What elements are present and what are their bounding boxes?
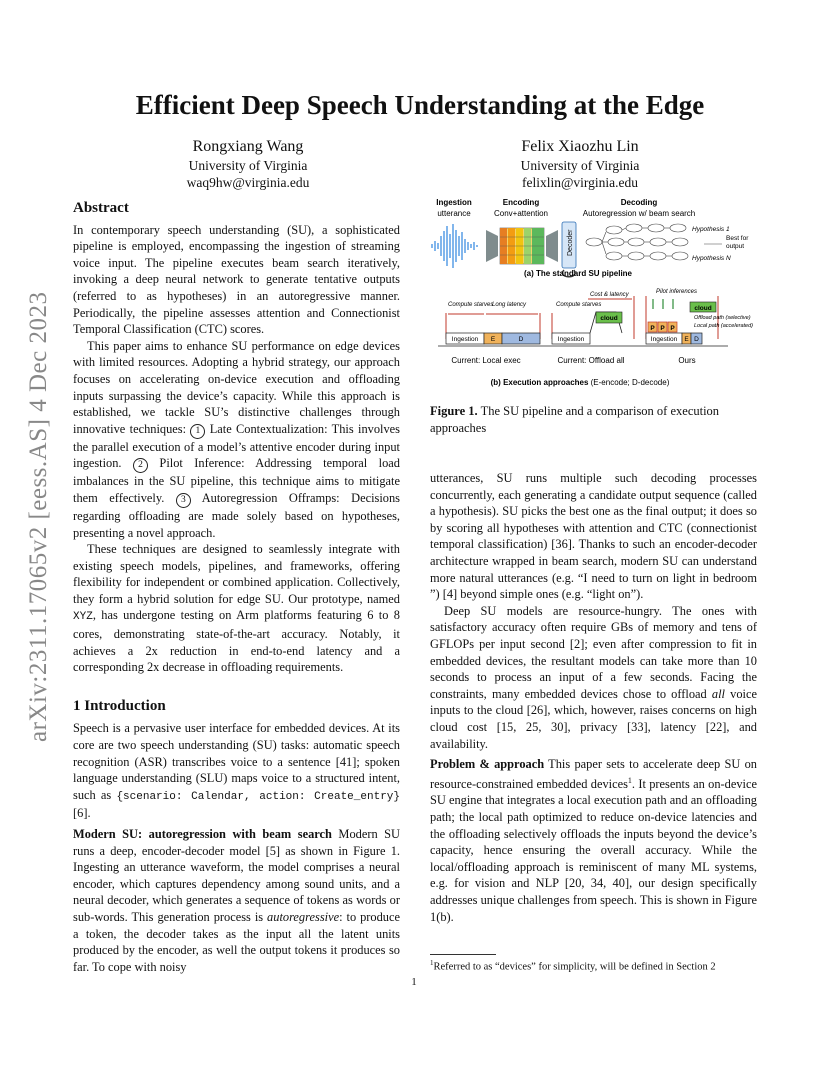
svg-text:Ingestion: Ingestion — [451, 336, 479, 343]
left-column — [73, 200, 400, 975]
circled-number-1: 1 — [190, 424, 205, 439]
author-name: Rongxiang Wang — [192, 138, 304, 155]
waveform-icon — [432, 224, 477, 268]
paper-title: Efficient Deep Speech Understanding at the Edge — [135, 90, 705, 120]
svg-text:Ingestion: Ingestion — [557, 336, 585, 343]
svg-text:P: P — [670, 325, 675, 332]
system-name-code: XYZ — [73, 611, 93, 624]
label-compute-starves-1: Compute starves — [448, 302, 494, 308]
author-block-1 — [118, 137, 378, 191]
abstract-heading: Abstract — [73, 200, 129, 216]
author-email: felixlin@virginia.edu — [521, 175, 639, 190]
paragraph-run-in-heading: Problem & approach — [430, 757, 545, 772]
abstract-paragraph-1: In contemporary speech understanding (SU), a sophisticated pipeline is employed, encompassing the ingestion of streaming voice input. The pipeline executes beam search iteratively, invoking a deep neural network to generate tentative outputs (referred to as hypotheses) in an autoregressive manner. Periodically, the pipeline assesses attention and Connectionist Temporal Classification (CTC) scores. — [73, 222, 400, 337]
label-cost-latency: Cost & latency — [590, 292, 629, 298]
label-encoding: Encoding — [502, 198, 540, 207]
label-decoder: Decoder — [567, 229, 574, 256]
label-hypothesis-n: Hypothesis N — [692, 255, 731, 262]
right-paragraph-1: utterances, SU runs multiple such decoding processes concurrently, each generating a candidate output sequence (called a hypothesis). SU picks the best one as the final output; it does so by scoring all hypotheses with attention and CTC (connectionist temporal classification) [36]. Thanks to such an encoder-decoder architecture wrapped in beam search, modern SU can understand more natural utterances (e.g. “I need to turn on light in bedroom ”) [4] beyond simple ones (e.g. “light on”). — [430, 471, 757, 602]
intro-paragraph-2: Modern SU: autoregression with beam search Modern SU runs a deep, encoder-decoder model [5] as shown in Figure 1. Ingesting an utterance waveform, the model comprises a neural encoder, which captures dependency among sound units, and a neural decoder, which generates a sequence of tokens as words or sub-words. This generation process is autoregressive: to produce a token, the decoder takes as the input all the latent units produced by the encoder, as well the output tokens it produces so far. To cope with noisy — [73, 827, 400, 974]
author-email: waq9hw@virginia.edu — [186, 175, 310, 190]
label-decoding: Decoding — [620, 198, 658, 207]
author-name: Felix Xiaozhu Lin — [521, 138, 639, 155]
encoder-block-icon — [500, 228, 544, 264]
footnote-rule — [430, 954, 496, 955]
svg-text:E: E — [684, 336, 689, 343]
label-output: output — [726, 243, 745, 250]
label-local-exec: Current: Local exec — [451, 356, 521, 365]
label-best-for: Best for — [726, 235, 749, 242]
beam-search-graph — [586, 224, 688, 260]
author-affiliation: University of Virginia — [520, 158, 640, 173]
svg-text:P: P — [650, 325, 655, 332]
label-pilot-inferences: Pilot inferences — [656, 289, 698, 295]
page-number: 1 — [411, 976, 417, 988]
right-column — [430, 470, 757, 925]
svg-text:Ingestion: Ingestion — [650, 336, 678, 343]
label-offload-all: Current: Offload all — [557, 356, 625, 365]
intent-code: {scenario: Calendar, action: Create_entry} — [116, 790, 400, 803]
svg-text:D: D — [518, 336, 524, 343]
subfigure-b-caption: (b) Execution approaches (E-encode; D-decode) — [490, 378, 670, 387]
abstract-paragraph-3: These techniques are designed to seamlessly integrate with existing speech models, pipelines, and frameworks, offering flexibility for independent or combined application. Collectively, they form a hybrid solution for edge SU. Our prototype, named XYZ, has undergone testing on Arm platforms featuring 6 to 8 cores, demonstrating state-of-the-art accuracy. Notably, it achieves a 2x reduction in end-to-end latency and a corresponding 2x decrease in offloading requirements. — [73, 542, 400, 675]
encoder-output-funnel — [546, 230, 558, 262]
label-compute-starves-2: Compute starves — [556, 302, 602, 308]
svg-text:P: P — [660, 325, 665, 332]
footnote: $^1$Referred to as “devices” for simplicity, will be defined in Section 2 — [430, 959, 716, 973]
svg-text:cloud: cloud — [600, 315, 618, 322]
abstract-paragraph-2: This paper aims to enhance SU performance on edge devices with limited resources. Adopting a hybrid strategy, our approach focuses on accelerating on-device execution and offloading inputs surpassing the device’s capacity. While this approach is established, we tackle SU’s distinctive challenges through innovative techniques: 1 Late Contextualization: This involves the parallel execution of a model’s attentive encoder during input ingestion. 2 Pilot Inference: Addressing temporal load imbalances in the SU pipeline, this technique aims to mitigate them effectively. 3 Autoregression Offramps: Decisions regarding offloading are made solely based on hypotheses, presenting a novel approach. — [73, 338, 400, 540]
section-heading-introduction: 1 Introduction — [73, 697, 166, 714]
figure-1-diagram — [428, 196, 758, 392]
author-affiliation: University of Virginia — [188, 158, 308, 173]
svg-text:cloud: cloud — [694, 305, 712, 312]
pilot-inference-arrows — [653, 299, 673, 309]
subfigure-a-caption: (a) The standard SU pipeline — [523, 269, 633, 278]
label-utterance: utterance — [437, 209, 471, 218]
intro-paragraph-1: Speech is a pervasive user interface for embedded devices. At its core are two speech understanding (SU) tasks: automatic speech recognition (ASR) transcribes voice to a sentence [41]; spoken language understanding (SLU) maps voice to a structured intent, such as {scenario: Calendar, action: Create_entry} [6]. — [73, 721, 400, 821]
label-long-latency: Long latency — [492, 302, 527, 308]
circled-number-3: 3 — [176, 493, 191, 508]
svg-text:D: D — [694, 336, 699, 343]
label-ours: Ours — [678, 356, 696, 365]
svg-text:E: E — [490, 336, 496, 343]
label-hypothesis-1: Hypothesis 1 — [692, 226, 730, 233]
label-autoregression: Autoregression w/ beam search — [582, 209, 696, 218]
author-block-2 — [450, 137, 710, 191]
label-conv-attention: Conv+attention — [493, 209, 549, 218]
label-offload-path: Offload path (selective) — [694, 315, 751, 321]
label-ingestion: Ingestion — [436, 198, 472, 207]
encoder-input-funnel — [486, 230, 498, 262]
label-local-path: Local path (accelerated) — [694, 323, 754, 329]
right-paragraph-2: Deep SU models are resource-hungry. The ones with satisfactory accuracy often require GBs of memory and tens of GFLOPs per input second [2]; even after compression to fit in embedded devices, the resultant models can take more than 10 seconds to process an input of a few seconds. Facing the constraints, many embedded devices chose to offload all voice inputs to the cloud [26], which, however, raises concerns on high cloud cost [15, 25, 30], privacy [33], latency [22], and availability. — [430, 603, 757, 751]
figure-1-caption: Figure 1. The SU pipeline and a comparison of execution approaches — [430, 404, 720, 435]
arxiv-identifier: arXiv:2311.17065v2 [eess.AS] 4 Dec 2023 — [25, 291, 52, 742]
paragraph-run-in-heading: Modern SU: autoregression with beam search — [73, 827, 332, 841]
circled-number-2: 2 — [133, 458, 148, 473]
right-paragraph-3: Problem & approach This paper sets to accelerate deep SU on resource-constrained embedded devices$^1$. It presents an on-device SU engine that integrates a local execution path and an offloading path; the local path optimized to reduce on-device latencies and the offloading selectively offloads the inputs beyond the device’s capacity, hence ensuring the overall accuracy. While the local/offloading approach is reminiscent of many ML systems, e.g. for vision and NLP [20, 34, 40], our design specifically addresses unique challenges from speech. This is shown in Figure 1(b). — [430, 757, 757, 924]
